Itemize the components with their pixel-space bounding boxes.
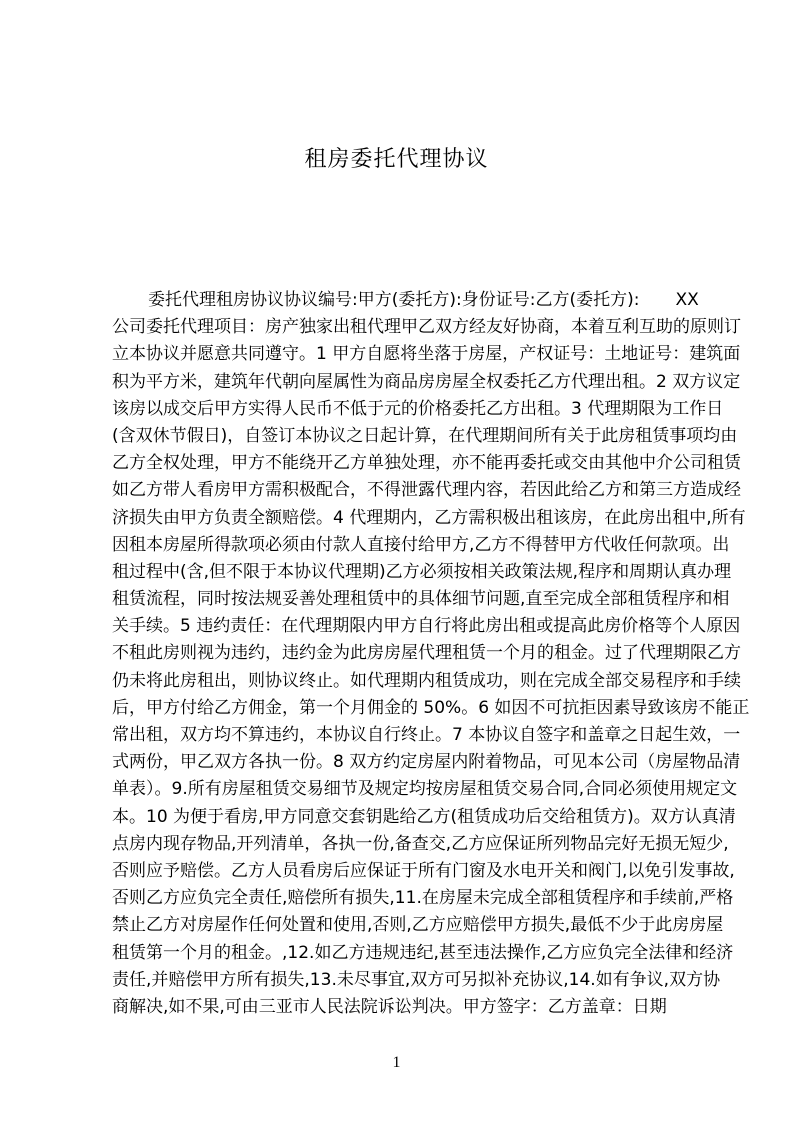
body-line: 济损失由甲方负责全额赔偿。4 代理期内，乙方需积极出租该房，在此房出租中,所有: [112, 507, 746, 528]
first-line-text: 委托代理租房协议协议编号:甲方(委托方):身份证号:乙方(委托方):: [148, 290, 640, 310]
body-line: 仍未将此房租出，则协议终止。如代理期内租赁成功，则在完成全部交易程序和手续: [112, 670, 741, 691]
body-line: 公司委托代理项目：房产独家出租代理甲乙双方经友好协商，本着互利互助的原则订: [112, 317, 741, 338]
body-line: 租过程中(含,但不限于本协议代理期)乙方必须按相关政策法规,程序和周期认真办理: [112, 561, 732, 582]
body-line: 点房内现存物品,开列清单，各执一份,备查交,乙方应保证所列物品完好无损无短少,: [112, 833, 729, 854]
body-line: 不租此房则视为违约，违约金为此房房屋代理租赁一个月的租金。过了代理期限乙方: [112, 643, 741, 664]
agreement-body: [112, 287, 750, 1021]
body-line: 如乙方带人看房甲方需积极配合，不得泄露代理内容，若因此给乙方和第三方造成经: [112, 480, 741, 501]
body-line: 式两份，甲乙双方各执一份。8 双方约定房屋内附着物品，可见本公司（房屋物品清: [112, 752, 741, 773]
body-line: 立本协议并愿意共同遵守。1 甲方自愿将坐落于房屋，产权证号：土地证号：建筑面: [112, 344, 741, 365]
body-line: 后，甲方付给乙方佣金，第一个月佣金的 50%。6 如因不可抗拒因素导致该房不能正: [112, 697, 750, 718]
body-line: 商解决,如不果,可由三亚市人民法院诉讼判决。甲方签字：乙方盖章：日期: [112, 996, 667, 1017]
first-line-trailing: XX: [675, 290, 699, 310]
body-line: 租赁第一个月的租金。,12.如乙方违规违纪,甚至违法操作,乙方应负完全法律和经济: [112, 942, 734, 963]
body-line: 关手续。5 违约责任：在代理期限内甲方自行将此房出租或提高此房价格等个人原因: [112, 616, 741, 637]
body-line: 乙方全权处理，甲方不能绕开乙方单独处理，亦不能再委托或交由其他中介公司租赁: [112, 453, 741, 474]
body-line: 租赁流程，同时按法规妥善处理租赁中的具体细节问题,直至完成全部租赁程序和相: [112, 589, 730, 610]
body-line: 责任,并赔偿甲方所有损失,13.未尽事宜,双方可另拟补充协议,14.如有争议,双方协: [112, 969, 721, 990]
body-line: (含双休节假日)，自签订本协议之日起计算，在代理期间所有关于此房租赁事项均由: [112, 425, 738, 446]
body-line: 该房以成交后甲方实得人民币不低于元的价格委托乙方出租。3 代理期限为工作日: [112, 398, 724, 419]
body-line: 本。10 为便于看房,甲方同意交套钥匙给乙方(租赁成功后交给租赁方)。双方认真清: [112, 806, 736, 827]
body-line: 单表）。9.所有房屋租赁交易细节及规定均按房屋租赁交易合同,合同必须使用规定文: [112, 779, 738, 800]
document-title: 租房委托代理协议: [304, 147, 489, 172]
body-line: 禁止乙方对房屋作任何处置和使用,否则,乙方应赔偿甲方损失,最低不少于此房房屋: [112, 915, 724, 936]
body-line: 否则应予赔偿。乙方人员看房后应保证于所有门窗及水电开关和阀门,以免引发事故,: [112, 860, 735, 881]
body-line: 否则乙方应负完全责任,赔偿所有损失,11.在房屋未完成全部租赁程序和手续前,严格: [112, 888, 734, 909]
body-line: 积为平方米，建筑年代朝向屋属性为商品房房屋全权委托乙方代理出租。2 双方议定: [112, 371, 741, 392]
body-line: 因租本房屋所得款项必须由付款人直接付给甲方,乙方不得替甲方代收任何款项。出: [112, 534, 730, 555]
body-line: 常出租，双方均不算违约，本协议自行终止。7 本协议自签字和盖章之日起生效，一: [112, 725, 741, 745]
page-number: 1: [392, 1054, 401, 1071]
body-line-first: [112, 287, 698, 314]
